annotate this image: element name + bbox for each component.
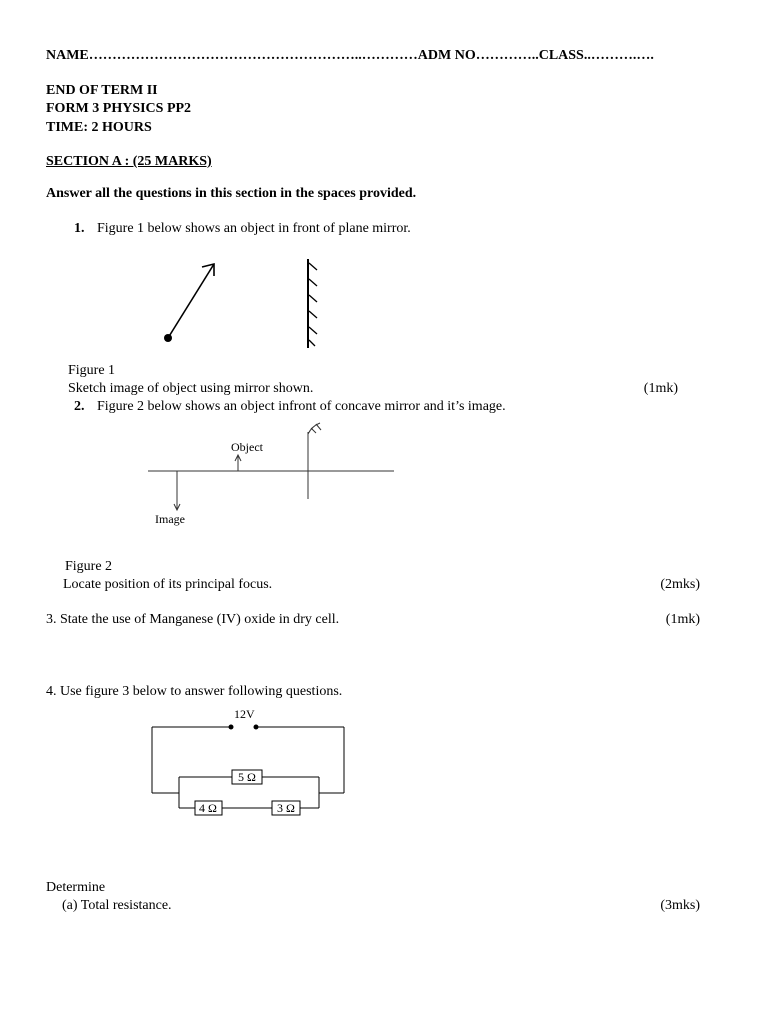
q1-task: Sketch image of object using mirror shown. (68, 381, 314, 396)
q2-number: 2. (74, 399, 85, 414)
figure-2-caption: Figure 2 (65, 559, 113, 574)
figure-1-caption: Figure 1 (68, 363, 116, 378)
q1-marks: (1mk) (643, 381, 678, 396)
section-title: SECTION A : (25 MARKS) (46, 154, 212, 169)
switch-terminal-right (254, 725, 259, 730)
object-label: Object (231, 440, 263, 454)
subject-title: FORM 3 PHYSICS PP2 (46, 101, 192, 116)
q2-task: Locate position of its principal focus. (63, 577, 273, 592)
q1-text: Figure 1 below shows an object in front of plane mirror. (97, 221, 411, 236)
q4-part-a-marks: (3mks) (660, 898, 700, 913)
exam-title: END OF TERM II (46, 83, 158, 98)
image-label: Image (155, 512, 185, 526)
name-adm-class-line: NAME…………………………………………………..…………ADM NO…………..CLASS..……….…. (46, 48, 654, 63)
figure-1-diagram (150, 252, 340, 352)
resistor-4-ohm-label: 4 Ω (199, 801, 217, 815)
object-base-dot (164, 334, 172, 342)
q4-text: 4. Use figure 3 below to answer following questions. (46, 684, 343, 699)
determine-label: Determine (46, 880, 106, 895)
q4-part-a: (a) Total resistance. (62, 898, 172, 913)
figure-3-circuit (140, 700, 360, 825)
q2-marks: (2mks) (660, 577, 700, 592)
resistor-5-ohm-label: 5 Ω (238, 770, 256, 784)
object-arrow-shaft (168, 264, 214, 338)
q3-text: 3. State the use of Manganese (IV) oxide in dry cell. (46, 612, 340, 627)
q1-number: 1. (74, 221, 85, 236)
figure-2-diagram (140, 418, 400, 530)
time-allowed: TIME: 2 HOURS (46, 120, 152, 135)
q3-marks: (1mk) (665, 612, 700, 627)
q2-text: Figure 2 below shows an object infront of concave mirror and it’s image. (97, 399, 506, 414)
mirror-hatching (309, 263, 317, 346)
voltage-label: 12V (234, 707, 255, 721)
section-instruction: Answer all the questions in this section in the spaces provided. (46, 186, 417, 201)
resistor-3-ohm-label: 3 Ω (277, 801, 295, 815)
concave-mirror-curve (308, 423, 320, 434)
switch-terminal-left (229, 725, 234, 730)
